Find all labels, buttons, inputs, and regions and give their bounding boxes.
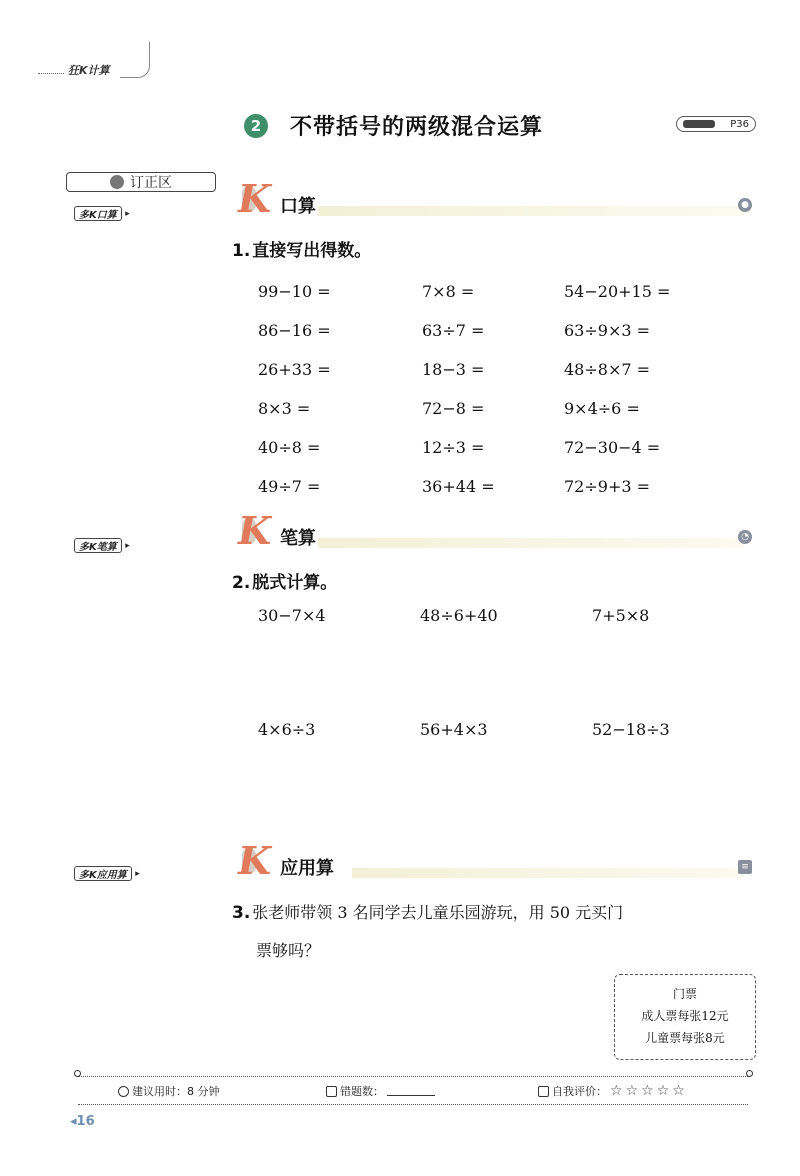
star-icon[interactable]: ☆ (610, 1083, 623, 1099)
problem: 9×4÷6 = (564, 399, 640, 418)
notebook-icon (326, 1086, 337, 1097)
problem-row (258, 428, 738, 467)
correction-text: 订正区 (130, 175, 172, 191)
star-icon[interactable]: ☆ (625, 1083, 639, 1099)
problem-row (258, 272, 738, 311)
problem-row (258, 311, 738, 350)
star-icon[interactable]: ☆ (672, 1083, 685, 1099)
page-number-text: 16 (76, 1114, 95, 1129)
suggested-time-text: 建议用时：8 分钟 (132, 1085, 220, 1098)
section-header-oral (232, 176, 760, 222)
question-text-line1: 张老师带领 3 名同学去儿童乐园游玩，用 50 元买门 (252, 903, 624, 922)
problem: 63÷9×3 = (564, 321, 651, 340)
brand-text: 狂K计算 (68, 64, 110, 77)
section-title-application: 应用算 (280, 858, 334, 879)
problem: 7+5×8 (592, 606, 650, 625)
section-underline (318, 538, 744, 548)
problem: 48÷8×7 = (564, 360, 651, 379)
problem: 18−3 = (422, 360, 485, 379)
section-underline (352, 868, 744, 878)
question-number: 2. (232, 573, 251, 593)
side-tag-oral-text: 多K口算 (79, 210, 117, 221)
clock-icon (118, 1086, 129, 1097)
question-number: 3. (232, 903, 251, 923)
brand-decoration (120, 42, 150, 78)
ticket-adult-price: 成人票每张12元 (641, 1009, 729, 1023)
brand-dots (38, 73, 64, 74)
error-count (326, 1083, 435, 1099)
k-mascot-icon: K (238, 508, 272, 553)
mascot-icon (110, 175, 124, 189)
problem-row (258, 389, 738, 428)
question-3-continued (256, 938, 320, 961)
question-number: 1. (232, 241, 251, 261)
problem: 7×8 = (422, 282, 475, 301)
problem: 12÷3 = (422, 438, 485, 457)
title-text: 不带括号的两级混合运算 (290, 115, 544, 140)
problem: 72−30−4 = (564, 438, 661, 457)
section-title-oral: 口算 (280, 196, 316, 217)
footer-divider (78, 1076, 748, 1077)
ticket-child-price: 儿童票每张8元 (645, 1031, 725, 1045)
problem: 48÷6+40 (420, 606, 498, 625)
document-icon: ≡ (738, 860, 752, 874)
error-count-label: 错题数： (340, 1085, 384, 1098)
side-tag-application (74, 866, 132, 881)
self-evaluation (538, 1083, 685, 1099)
ticket-title: 门票 (672, 987, 697, 1001)
book-icon (683, 120, 715, 128)
problem: 72−8 = (422, 399, 485, 418)
title-number-badge: 2 (244, 114, 268, 138)
question-2 (232, 568, 337, 593)
question-3 (232, 900, 623, 923)
suggested-time (118, 1083, 220, 1099)
problem: 63÷7 = (422, 321, 485, 340)
oral-problem-grid (258, 272, 738, 506)
problem: 72÷9+3 = (564, 477, 651, 496)
page-reference-text: P36 (730, 118, 749, 130)
footer-line-end (746, 1070, 753, 1077)
page-title (244, 110, 543, 141)
star-icon[interactable]: ☆ (656, 1083, 670, 1099)
problem: 30−7×4 (258, 606, 326, 625)
side-tag-written-text: 多K笔算 (79, 542, 117, 553)
question-text-line2: 票够吗？ (256, 941, 321, 960)
written-problem-row (258, 720, 670, 739)
pencil-icon (538, 1086, 549, 1097)
problem: 40÷8 = (258, 438, 321, 457)
self-evaluation-label: 自我评价： (552, 1085, 607, 1098)
side-tag-oral (74, 206, 122, 221)
footer-bottom-divider (78, 1104, 748, 1105)
page-reference-badge (676, 116, 756, 132)
page-number: ◂16 (70, 1114, 95, 1129)
pie-chart-icon: ◔ (738, 530, 752, 544)
error-count-blank[interactable] (387, 1086, 435, 1096)
side-tag-application-text: 多K应用算 (79, 870, 127, 881)
problem: 54−20+15 = (564, 282, 671, 301)
ticket-info-box (614, 974, 756, 1060)
written-problem-row (258, 606, 649, 625)
section-header-application (232, 838, 760, 884)
question-1 (232, 236, 371, 261)
lightbulb-icon: ● (738, 198, 752, 212)
problem: 4×6÷3 (258, 720, 316, 739)
section-underline (318, 206, 744, 216)
section-title-written: 笔算 (280, 528, 316, 549)
side-tag-written (74, 538, 122, 553)
problem: 56+4×3 (420, 720, 488, 739)
problem: 86−16 = (258, 321, 331, 340)
problem: 26+33 = (258, 360, 331, 379)
problem: 36+44 = (422, 477, 495, 496)
problem: 8×3 = (258, 399, 311, 418)
star-icon[interactable]: ☆ (641, 1083, 654, 1099)
problem-row (258, 350, 738, 389)
question-text: 脱式计算。 (252, 573, 338, 593)
problem: 49÷7 = (258, 477, 321, 496)
k-mascot-icon: K (238, 176, 272, 221)
brand-logo (38, 62, 110, 78)
k-mascot-icon: K (238, 838, 272, 883)
problem: 52−18÷3 (592, 720, 670, 739)
correction-area-label (66, 172, 216, 192)
problem: 99−10 = (258, 282, 331, 301)
section-header-written (232, 508, 760, 554)
question-text: 直接写出得数。 (252, 241, 372, 261)
problem-row (258, 467, 738, 506)
